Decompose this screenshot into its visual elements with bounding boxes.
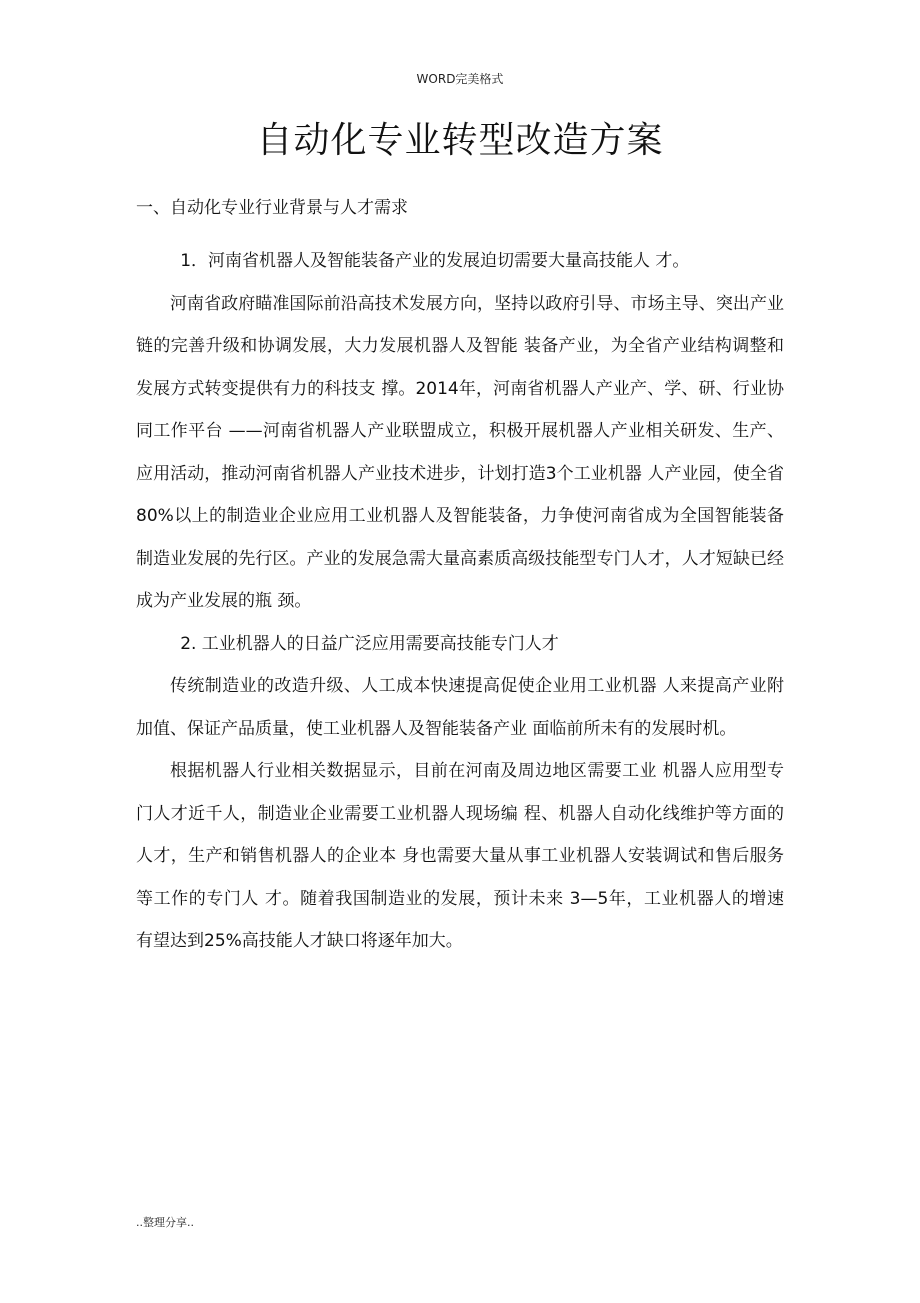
paragraph-2: 传统制造业的改造升级、人工成本快速提高促使企业用工业机器 人来提高产业附加值、保证产品质量，使工业机器人及智能装备产业 面临前所未有的发展时机。 (136, 676, 784, 739)
page-header-label: WORD完美格式 (416, 72, 504, 86)
paragraph-3: 根据机器人行业相关数据显示，目前在河南及周边地区需要工业 机器人应用型专门人才近千人，制造业企业需要工业机器人现场编 程、机器人自动化线维护等方面的人才，生产和销售机器人的企业本 身也需要大量从事工业机器人安装调试和售后服务等工作的专门人 才。随着我国制造业的发展，预计未来 3—5年，工业机器人的增速 有望达到25%高技能人才缺口将逐年加大。 (136, 761, 784, 951)
document-title: 自动化专业转型改造方案 (256, 120, 664, 161)
section-heading: 一、自动化专业行业背景与人才需求 (136, 198, 408, 218)
document-body (136, 240, 784, 963)
subsection-heading-1: 1．河南省机器人及智能装备产业的发展迫切需要大量高技能人 才。 (180, 251, 690, 271)
paragraph-1: 河南省政府瞄准国际前沿高技术发展方向，坚持以政府引导、市场主导、突出产业链的完善升级和协调发展，大力发展机器人及智能 装备产业，为全省产业结构调整和发展方式转变提供有力的科技支 撑。2014年，河南省机器人产业产、学、研、行业协同工作平台 ——河南省机器人产业联盟成立，积极开展机器人产业相关研发、生产、 应用活动，推动河南省机器人产业技术进步，计划打造3个工业机器 人产业园，使全省80%以上的制造业企业应用工业机器人及智能装备，力争使河南省成为全国智能装备制造业发展的先行区。产业的发展急需大量高素质高级技能型专门人才，人才短缺已经成为产业发展的瓶 颈。 (136, 293, 784, 611)
subsection-heading-2: 2. 工业机器人的日益广泛应用需要高技能专门人才 (180, 633, 559, 654)
footer-note: ..整理分享.. (136, 1216, 194, 1229)
